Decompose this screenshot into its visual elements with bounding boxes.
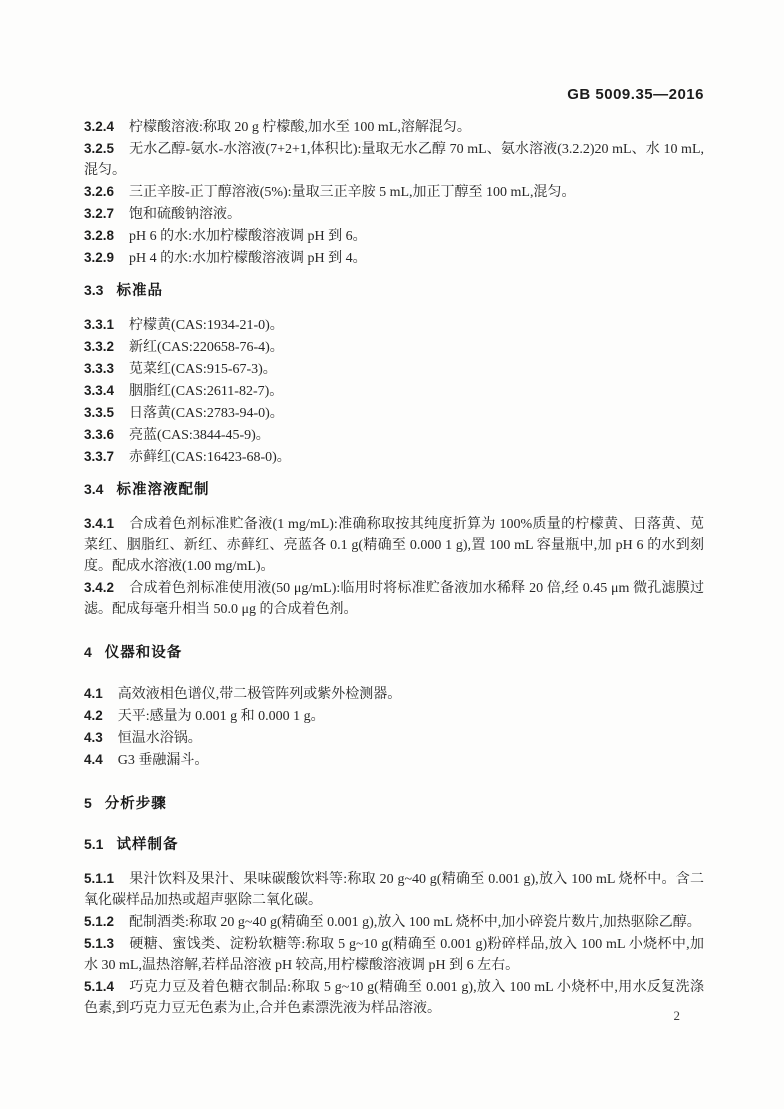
clause-paragraph xyxy=(84,181,704,203)
doc-body xyxy=(84,116,704,1019)
clause-number: 3.2.5 xyxy=(84,141,115,156)
clause-paragraph xyxy=(84,358,704,380)
clause-number: 3.2.6 xyxy=(84,184,115,199)
clause-number: 5.1.3 xyxy=(84,936,115,951)
clause-number: 3.3.1 xyxy=(84,317,115,332)
clause-text: 配制酒类:称取 20 g~40 g(精确至 0.001 g),放入 100 mL 烧杯中,加小碎瓷片数片,加热驱除乙醇。 xyxy=(129,915,701,930)
clause-text: 三正辛胺-正丁醇溶液(5%):量取三正辛胺 5 mL,加正丁醇至 100 mL,混匀。 xyxy=(129,185,576,200)
clause-number: 3.3.6 xyxy=(84,427,115,442)
clause-paragraph xyxy=(84,727,704,749)
clause-paragraph xyxy=(84,203,704,225)
clause-text: 仪器和设备 xyxy=(104,645,183,661)
clause-text: 饱和硫酸钠溶液。 xyxy=(129,207,242,222)
standard-code-header: GB 5009.35—2016 xyxy=(567,86,704,103)
section-heading xyxy=(84,642,704,664)
clause-number: 3.4.2 xyxy=(84,580,115,595)
clause-paragraph xyxy=(84,336,704,358)
clause-paragraph xyxy=(84,247,704,269)
clause-number: 3.2.9 xyxy=(84,250,115,265)
clause-paragraph xyxy=(84,314,704,336)
clause-paragraph xyxy=(84,380,704,402)
clause-text: 标准溶液配制 xyxy=(116,482,210,498)
clause-text: 胭脂红(CAS:2611-82-7)。 xyxy=(129,384,284,399)
clause-text: 柠檬黄(CAS:1934-21-0)。 xyxy=(129,318,284,333)
clause-number: 4.2 xyxy=(84,708,103,723)
clause-number: 3.4 xyxy=(84,481,104,497)
clause-paragraph xyxy=(84,577,704,620)
clause-text: 柠檬酸溶液:称取 20 g 柠檬酸,加水至 100 mL,溶解混匀。 xyxy=(129,120,471,135)
clause-number: 4.4 xyxy=(84,752,103,767)
clause-paragraph xyxy=(84,402,704,424)
clause-text: 合成着色剂标准贮备液(1 mg/mL):准确称取按其纯度折算为 100%质量的柠檬黄、日落黄、苋菜红、胭脂红、新红、赤藓红、亮蓝各 0.1 g(精确至 0.000 1 g),置 100 mL 容量瓶中,加 pH 6 的水到刻度。配成水溶液(1.00 mg/mL)。 xyxy=(84,517,704,574)
clause-text: 无水乙醇-氨水-水溶液(7+2+1,体积比):量取无水乙醇 70 mL、氨水溶液(3.2.2)20 mL、水 10 mL,混匀。 xyxy=(84,142,704,178)
clause-text: 试样制备 xyxy=(116,837,179,853)
clause-text: pH 4 的水:水加柠檬酸溶液调 pH 到 4。 xyxy=(129,251,367,266)
clause-paragraph xyxy=(84,138,704,181)
clause-text: 赤藓红(CAS:16423-68-0)。 xyxy=(129,450,291,465)
clause-text: 亮蓝(CAS:3844-45-9)。 xyxy=(129,428,270,443)
clause-text: 巧克力豆及着色糖衣制品:称取 5 g~10 g(精确至 0.001 g),放入 100 mL 小烧杯中,用水反复洗涤色素,到巧克力豆无色素为止,合并色素漂洗液为样品溶液。 xyxy=(84,980,704,1016)
clause-paragraph xyxy=(84,446,704,468)
clause-number: 4.3 xyxy=(84,730,103,745)
clause-paragraph xyxy=(84,225,704,247)
clause-number: 3.4.1 xyxy=(84,516,115,531)
clause-text: 新红(CAS:220658-76-4)。 xyxy=(129,340,284,355)
clause-paragraph xyxy=(84,513,704,577)
clause-paragraph xyxy=(84,868,704,911)
clause-text: 苋菜红(CAS:915-67-3)。 xyxy=(129,362,277,377)
clause-text: 天平:感量为 0.001 g 和 0.000 1 g。 xyxy=(117,709,325,724)
clause-paragraph xyxy=(84,933,704,976)
clause-number: 3.3.4 xyxy=(84,383,115,398)
clause-number: 3.3.2 xyxy=(84,339,115,354)
clause-number: 5.1 xyxy=(84,836,104,852)
clause-number: 5.1.4 xyxy=(84,979,115,994)
clause-number: 5.1.2 xyxy=(84,914,115,929)
clause-number: 3.2.4 xyxy=(84,119,115,134)
clause-text: 恒温水浴锅。 xyxy=(117,731,202,746)
clause-number: 3.3 xyxy=(84,282,104,298)
clause-text: G3 垂融漏斗。 xyxy=(117,753,209,768)
section-heading xyxy=(84,793,704,815)
page-content xyxy=(84,0,704,1019)
clause-number: 4 xyxy=(84,644,92,660)
clause-number: 3.3.3 xyxy=(84,361,115,376)
clause-paragraph xyxy=(84,116,704,138)
page-number: 2 xyxy=(673,1008,680,1023)
section-heading xyxy=(84,834,704,856)
clause-paragraph xyxy=(84,749,704,771)
clause-text: 合成着色剂标准使用液(50 μg/mL):临用时将标准贮备液加水稀释 20 倍,经 0.45 μm 微孔滤膜过滤。配成每毫升相当 50.0 μg 的合成着色剂。 xyxy=(84,581,704,617)
clause-text: pH 6 的水:水加柠檬酸溶液调 pH 到 6。 xyxy=(129,229,367,244)
clause-number: 5.1.1 xyxy=(84,871,115,886)
clause-text: 果汁饮料及果汁、果味碳酸饮料等:称取 20 g~40 g(精确至 0.001 g),放入 100 mL 烧杯中。含二氧化碳样品加热或超声驱除二氧化碳。 xyxy=(84,872,704,908)
section-heading xyxy=(84,479,704,501)
clause-text: 分析步骤 xyxy=(104,796,167,812)
clause-paragraph xyxy=(84,976,704,1019)
clause-paragraph xyxy=(84,683,704,705)
section-heading xyxy=(84,280,704,302)
clause-number: 3.2.7 xyxy=(84,206,115,221)
clause-text: 高效液相色谱仪,带二极管阵列或紫外检测器。 xyxy=(117,687,402,702)
clause-paragraph xyxy=(84,705,704,727)
clause-number: 3.3.7 xyxy=(84,449,115,464)
clause-text: 日落黄(CAS:2783-94-0)。 xyxy=(129,406,284,421)
clause-paragraph xyxy=(84,424,704,446)
page-footer xyxy=(674,1008,681,1024)
clause-number: 4.1 xyxy=(84,686,103,701)
clause-paragraph xyxy=(84,911,704,933)
clause-text: 标准品 xyxy=(116,283,163,299)
clause-number: 5 xyxy=(84,795,92,811)
clause-number: 3.2.8 xyxy=(84,228,115,243)
clause-text: 硬糖、蜜饯类、淀粉软糖等:称取 5 g~10 g(精确至 0.001 g)粉碎样品,放入 100 mL 小烧杯中,加水 30 mL,温热溶解,若样品溶液 pH 较高,用柠檬酸溶液调 pH 到 6 左右。 xyxy=(84,937,704,973)
clause-number: 3.3.5 xyxy=(84,405,115,420)
